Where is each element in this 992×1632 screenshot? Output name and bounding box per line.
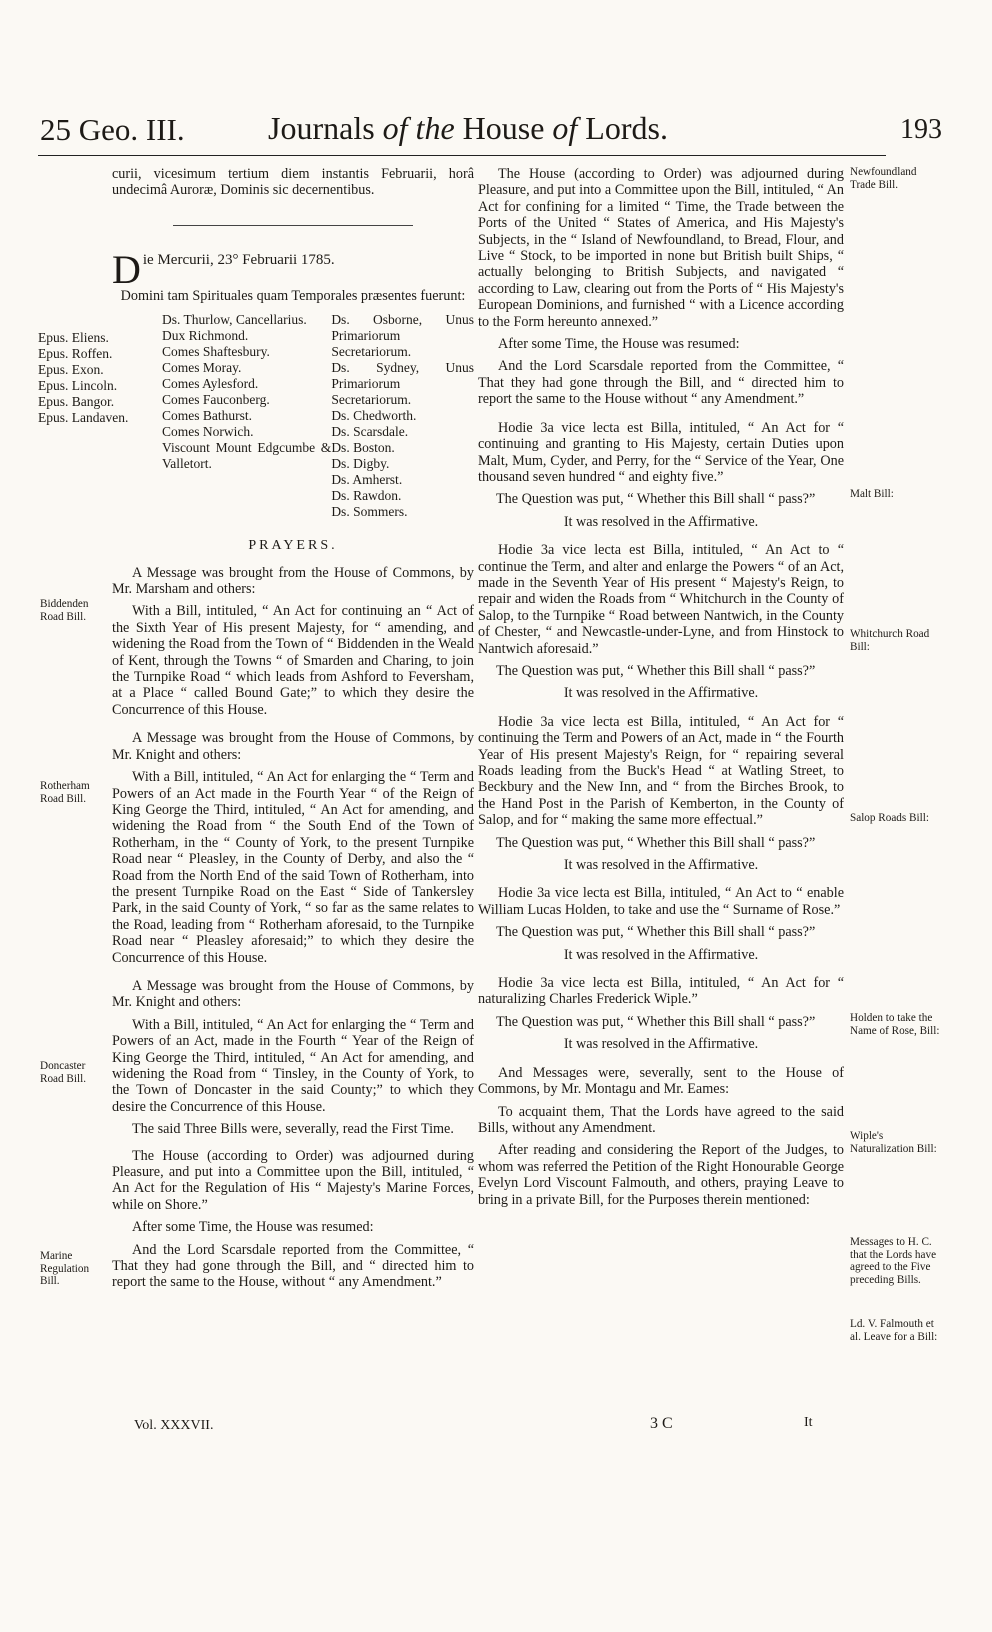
resolution-line: It was resolved in the Affirmative. xyxy=(563,1036,759,1053)
paragraph: A Message was brought from the House of Commons, by Mr. Knight and others: xyxy=(112,977,474,1011)
paragraph: Hodie 3a vice lecta est Billa, intituled, “ An Act for “ continuing and granting to His Majesty, certain Duties upon Malt, Mum, Cyder, and Perry, for the “ Service of the Year, One thousand seven hundred “ and eighty five.” xyxy=(478,419,844,485)
lord-entry: Comes Moray. xyxy=(162,360,242,376)
bishop-entry: Epus. Landaven. xyxy=(38,410,129,425)
paragraph: A Message was brought from the House of Commons, by Mr. Knight and others: xyxy=(112,730,474,763)
paragraph: The said Three Bills were, severally, read the First Time. xyxy=(132,1121,454,1138)
question-line: The Question was put, “ Whether this Bill shall “ pass?” xyxy=(496,924,816,941)
header-title-e: Lords. xyxy=(585,110,668,146)
paragraph: Hodie 3a vice lecta est Billa, intituled, “ An Act for “ continuing the Term and Powers of an Act, made in “ the Fourth Year of His present Majesty's Reign, for “ repairing several Roads leading from the Buck's Head “ at Watling Street, to Beckbury and the New Inn, and “ from the Birches Brook, to the Hand Post in the Parish of Kemberton, in the County of Salop, and for “ making the same more effectual.” xyxy=(478,713,844,829)
header-title-c: House xyxy=(462,110,545,146)
paragraph: The House (according to Order) was adjourned during Pleasure, and put into a Committee upon the Bill, intituled, “ An Act for confining for a limited “ Time, the Trade between the Ports of the United “ States of America, and His Majesty's Subjects, in the “ Island of Newfoundland, to Bread, Flour, and Live “ Stock, to be imported in none but British built Ships, “ actually belonging to British Subjects, and navigated “ according to Law, clearing out from the Ports of “ His Majesty's European Dominions, and furnished “ with a Licence according to the Form hereunto annexed.” xyxy=(478,166,844,330)
lords-list-middle xyxy=(162,312,331,520)
margin-note-holden: Holden to take the Name of Rose, Bill: xyxy=(850,1012,940,1037)
margin-note-messages: Messages to H. C. that the Lords have agreed to the Five preceding Bills. xyxy=(850,1236,937,1286)
paragraph: With a Bill, intituled, “ An Act for continuing an “ Act of the Sixth Year of His present Majesty, for “ amending, and widening the Road from the Town of “ Biddenden in the Weald of Kent, through the Towns “ of Smarden and Charing, to join the Turnpike Road “ which leads from Ashford to Feversham, at a Place “ called Bound Gate;” to which they desire the Concurrence of this House. xyxy=(112,603,474,718)
margin-note-newfoundland: Newfoundland Trade Bill. xyxy=(850,166,917,191)
resolution-line: It was resolved in the Affirmative. xyxy=(563,946,759,963)
question-line: The Question was put, “ Whether this Bill shall “ pass?” xyxy=(496,1013,816,1030)
question-line: The Question was put, “ Whether this Bill shall “ pass?” xyxy=(496,491,816,508)
paragraph: And the Lord Scarsdale reported from the Committee, “ That they had gone through the Bill, and “ directed him to report the same to the House without “ any Amendment.” xyxy=(478,358,844,408)
bishop-entry: Epus. Roffen. xyxy=(38,346,113,361)
lord-entry: Ds. Rawdon. xyxy=(331,488,402,504)
lord-entry: Dux Richmond. xyxy=(162,328,249,344)
lord-entry: Ds. Chedworth. xyxy=(331,408,417,424)
lord-entry: Ds. Digby. xyxy=(331,456,390,472)
left-column xyxy=(112,166,474,1297)
page-number: 193 xyxy=(900,114,942,145)
lord-entry: Comes Aylesford. xyxy=(162,376,259,392)
right-column xyxy=(478,166,844,1214)
header-title-b: of the xyxy=(382,110,455,146)
present-line: Domini tam Spirituales quam Temporales præsentes fuerunt: xyxy=(120,287,466,304)
header-title-d: of xyxy=(552,110,578,146)
date-line: Die Mercurii, 23° Februarii 1785. xyxy=(112,246,335,292)
lord-entry: Ds. Boston. xyxy=(331,440,395,456)
lords-list xyxy=(112,312,474,520)
lord-entry: Ds. Thurlow, Cancellarius. xyxy=(162,312,307,328)
paragraph: After some Time, the House was resumed: xyxy=(132,1219,374,1236)
footer-catchword: It xyxy=(804,1415,813,1430)
margin-note-whitchurch: Whitchurch Road Bill: xyxy=(850,628,930,653)
footer-signature: 3 C xyxy=(650,1415,673,1432)
paragraph: To acquaint them, That the Lords have agreed to the said Bills, without any Amendment. xyxy=(478,1103,844,1136)
header-rule xyxy=(38,155,886,156)
header-title-a: Journals xyxy=(268,110,375,146)
intro-text: curii, vicesimum tertium diem instantis Februarii, horâ undecimâ Auroræ, Dominis sic decernentibus. xyxy=(112,166,474,199)
question-line: The Question was put, “ Whether this Bill shall “ pass?” xyxy=(496,662,816,679)
resolution-line: It was resolved in the Affirmative. xyxy=(563,513,759,530)
lord-entry: Ds. Sydney, Unus Primariorum Secretariorum. xyxy=(331,360,474,408)
header-regnal-year: 25 Geo. III. xyxy=(40,112,185,147)
paragraph: The House (according to Order) was adjourned during Pleasure, and put into a Committee upon the Bill, intituled, “ An Act for the Regulation of His “ Majesty's Marine Forces, while on Shore.” xyxy=(112,1147,474,1213)
section-divider xyxy=(173,225,413,226)
lord-entry: Comes Norwich. xyxy=(162,424,254,440)
lord-entry: Comes Bathurst. xyxy=(162,408,252,424)
margin-note-biddenden: Biddenden Road Bill. xyxy=(40,598,89,623)
margin-note-salop: Salop Roads Bill: xyxy=(850,812,929,824)
margin-note-doncaster: Doncaster Road Bill. xyxy=(40,1060,86,1085)
lord-entry: Comes Fauconberg. xyxy=(162,392,270,408)
paragraph: After some Time, the House was resumed: xyxy=(498,336,740,353)
lords-list-right xyxy=(331,312,474,520)
drop-cap: D xyxy=(112,246,141,292)
paragraph: And the Lord Scarsdale reported from the Committee, “ That they had gone through the Bill, and “ directed him to report the same to the House, without “ any Amendment.” xyxy=(112,1241,474,1291)
margin-note-marine: Marine Regulation Bill. xyxy=(40,1250,90,1288)
paragraph: With a Bill, intituled, “ An Act for enlarging the “ Term and Powers of an Act made in the Fourth Year “ of the Reign of King George the Third, intituled, “ An Act for amending, and widening the Road from “ the South End of the Town of Rotherham, in the “ County of York, to the present Turnpike Road near “ Pleasley, in the County of Derby, and also the “ Road from the North End of the said Town of Rotherham, into the present Turnpike Road on the East “ Side of Tankersley Park, in the said County of York, “ so far as the same relates to the Road, leading from “ Rotherham aforesaid, to the Turnpike Road near “ Pleasley aforesaid;” to which they desire the Concurrence of this House. xyxy=(112,769,474,966)
bishop-entry: Epus. Bangor. xyxy=(38,394,115,409)
margin-note-wiple: Wiple's Naturalization Bill: xyxy=(850,1130,937,1155)
lord-entry: Ds. Osborne, Unus Primariorum Secretariorum. xyxy=(331,312,474,360)
margin-note-rotherham: Rotherham Road Bill. xyxy=(40,780,90,805)
question-line: The Question was put, “ Whether this Bill shall “ pass?” xyxy=(496,834,816,851)
margin-note-falmouth: Ld. V. Falmouth et al. Leave for a Bill: xyxy=(850,1318,938,1343)
lord-entry: Ds. Scarsdale. xyxy=(331,424,409,440)
paragraph: Hodie 3a vice lecta est Billa, intituled, “ An Act to “ enable William Lucas Holden, to take and use the “ Surname of Rose.” xyxy=(478,885,844,918)
lord-entry: Ds. Sommers. xyxy=(331,504,408,520)
paragraph: Hodie 3a vice lecta est Billa, intituled, “ An Act for “ naturalizing Charles Frederick Wiple.” xyxy=(478,975,844,1008)
paragraph: And Messages were, severally, sent to the House of Commons, by Mr. Montagu and Mr. Eames: xyxy=(478,1064,844,1098)
paragraph: A Message was brought from the House of Commons, by Mr. Marsham and others: xyxy=(112,564,474,598)
paragraph: After reading and considering the Report of the Judges, to whom was referred the Petition of the Right Honourable George Evelyn Lord Viscount Falmouth, and others, praying Leave to bring in a private Bill, for the Purposes therein mentioned: xyxy=(478,1142,844,1208)
bishops-list xyxy=(38,330,128,426)
prayers-heading: PRAYERS. xyxy=(248,538,338,554)
paragraph: Hodie 3a vice lecta est Billa, intituled, “ An Act to “ continue the Term, and alter and enlarge the Powers “ of an Act, made in the Seventh Year of His present “ Majesty's Reign, to repair and widen the Roads from “ Whitchurch in the County of Salop, to the Turnpike “ Road between Nantwich, in the County of Chester, “ and Newcastle-under-Lyne, and from Hinstock to Nantwich aforesaid.” xyxy=(478,542,844,657)
lord-entry: Comes Shaftesbury. xyxy=(162,344,270,360)
bishop-entry: Epus. Exon. xyxy=(38,362,104,377)
header-title xyxy=(268,110,668,147)
footer-volume: Vol. XXXVII. xyxy=(134,1418,214,1433)
bishop-entry: Epus. Lincoln. xyxy=(38,378,118,393)
resolution-line: It was resolved in the Affirmative. xyxy=(563,857,759,874)
bishop-entry: Epus. Eliens. xyxy=(38,330,109,345)
paragraph: With a Bill, intituled, “ An Act for enlarging the “ Term and Powers of an Act, made in the Fourth “ Year of the Reign of King George the Third, intituled, “ An Act for amending, and widening the Road from “ Tinsley, in the County of York, to the Town of Doncaster in the said County;” to which they desire the Concurrence of this House. xyxy=(112,1016,474,1115)
lord-entry: Viscount Mount Edgcumbe & Valletort. xyxy=(162,440,332,472)
margin-note-malt: Malt Bill: xyxy=(850,488,894,500)
lord-entry: Ds. Amherst. xyxy=(331,472,403,488)
resolution-line: It was resolved in the Affirmative. xyxy=(563,685,759,702)
